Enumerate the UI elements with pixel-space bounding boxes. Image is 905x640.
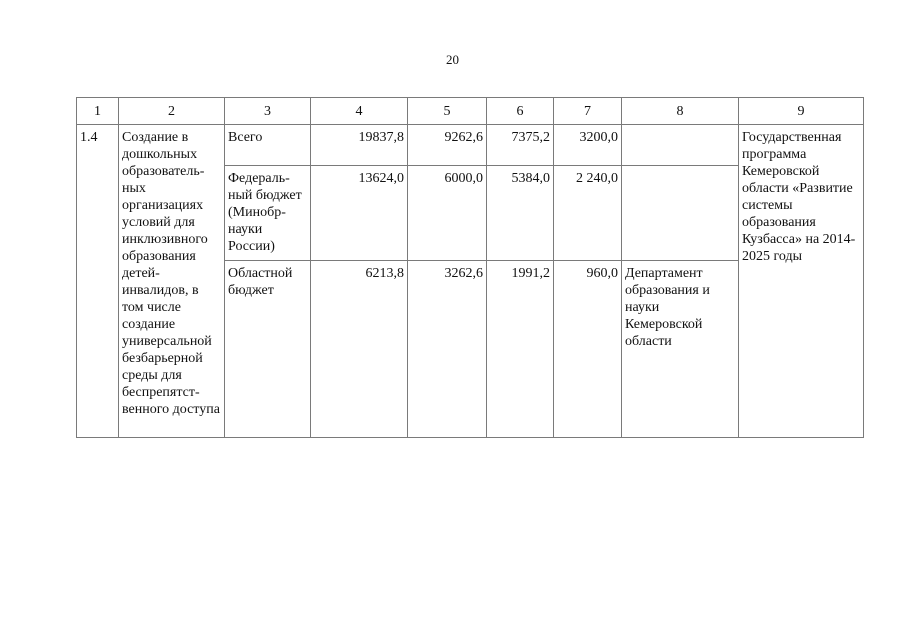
year-2-amount: 1991,2 <box>487 261 554 438</box>
executor: Департамент образования и науки Кемеровской области <box>622 261 739 438</box>
header-cell: 5 <box>408 98 487 125</box>
header-cell: 2 <box>119 98 225 125</box>
year-1-amount: 3262,6 <box>408 261 487 438</box>
item-description: Создание в дошкольных образователь- ных организациях условий для инклюзивного образования детей- инвалидов, в том числе создание универсальной безбарьерной среды для беспрепятст- венного доступа <box>119 125 225 438</box>
year-1-amount: 9262,6 <box>408 125 487 166</box>
header-cell: 8 <box>622 98 739 125</box>
total-amount: 6213,8 <box>311 261 408 438</box>
header-cell: 4 <box>311 98 408 125</box>
year-2-amount: 5384,0 <box>487 166 554 261</box>
table-header-row <box>77 98 864 125</box>
item-number: 1.4 <box>77 125 119 438</box>
total-amount: 13624,0 <box>311 166 408 261</box>
header-cell: 7 <box>554 98 622 125</box>
program-name: Государственная программа Кемеровской области «Развитие системы образования Кузбасса» на 2014-2025 годы <box>739 125 864 438</box>
page-number: 20 <box>446 52 459 67</box>
executor <box>622 125 739 166</box>
data-table <box>76 97 864 438</box>
header-cell: 3 <box>225 98 311 125</box>
header-cell: 6 <box>487 98 554 125</box>
year-2-amount: 7375,2 <box>487 125 554 166</box>
funding-source: Всего <box>225 125 311 166</box>
year-1-amount: 6000,0 <box>408 166 487 261</box>
header-cell: 1 <box>77 98 119 125</box>
year-3-amount: 3200,0 <box>554 125 622 166</box>
total-amount: 19837,8 <box>311 125 408 166</box>
header-cell: 9 <box>739 98 864 125</box>
year-3-amount: 2 240,0 <box>554 166 622 261</box>
table-row <box>77 125 864 166</box>
executor <box>622 166 739 261</box>
funding-source: Областной бюджет <box>225 261 311 438</box>
funding-source: Федераль- ный бюджет (Минобр- науки России) <box>225 166 311 261</box>
year-3-amount: 960,0 <box>554 261 622 438</box>
